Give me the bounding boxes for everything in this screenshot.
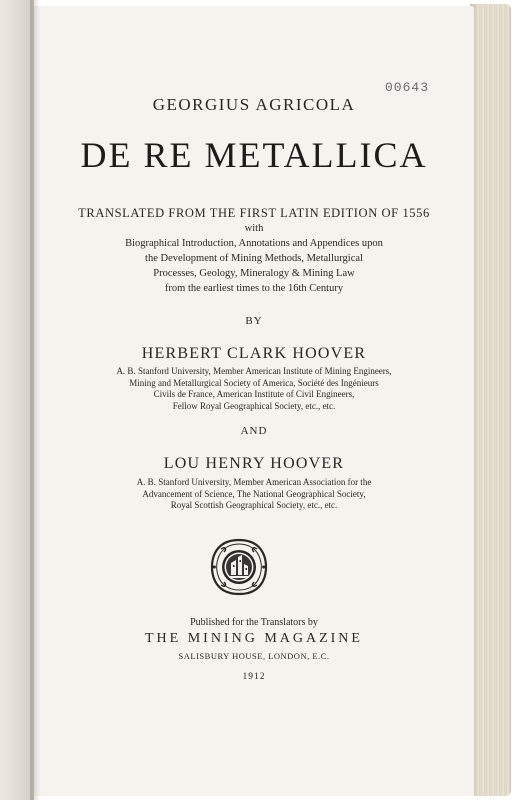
publication-year: 1912	[242, 672, 266, 682]
translator1-name: HERBERT CLARK HOOVER	[141, 345, 367, 362]
subtitle: TRANSLATED FROM THE FIRST LATIN EDITION OF 1556	[78, 206, 430, 220]
description-line: Biographical Introduction, Annotations and Appendices upon	[125, 238, 383, 249]
by-label: BY	[245, 315, 263, 327]
description-line: the Development of Mining Methods, Metallurgical	[145, 253, 363, 264]
accession-number-stamp: 00643	[385, 80, 430, 95]
credential-line: Fellow Royal Geographical Society, etc., etc.	[172, 400, 336, 411]
credential-line: Mining and Metallurgical Society of America, Société des Ingénieurs	[129, 377, 379, 388]
publisher-note: Published for the Translators by	[190, 617, 318, 628]
credential-line: Royal Scottish Geographical Society, etc., etc.	[170, 500, 338, 510]
translator1-credentials	[34, 366, 474, 412]
book-title: DE RE METALLICA	[80, 135, 428, 175]
description	[34, 221, 474, 296]
left-page-edge	[0, 0, 34, 800]
description-line: with	[244, 223, 264, 234]
author-heading: GEORGIUS AGRICOLA	[152, 95, 356, 114]
printers-device-emblem-icon	[209, 537, 269, 597]
publisher-name: THE MINING MAGAZINE	[145, 631, 363, 646]
credential-line: Advancement of Science, The National Geographical Society,	[142, 488, 366, 499]
description-line: Processes, Geology, Mineralogy & Mining Law	[153, 268, 355, 279]
description-line: from the earliest times to the 16th Century	[164, 283, 344, 294]
translator2-credentials	[34, 477, 474, 512]
credential-line: Civils de France, American Institute of Civil Engineers,	[153, 389, 355, 399]
publisher-address: SALISBURY HOUSE, LONDON, E.C.	[178, 651, 330, 661]
translator2-name: LOU HENRY HOOVER	[163, 455, 345, 472]
credential-line: A. B. Stanford University, Member American Institute of Mining Engineers,	[116, 366, 392, 376]
credential-line: A. B. Stanford University, Member American Association for the	[136, 477, 372, 487]
and-label: AND	[240, 425, 268, 437]
